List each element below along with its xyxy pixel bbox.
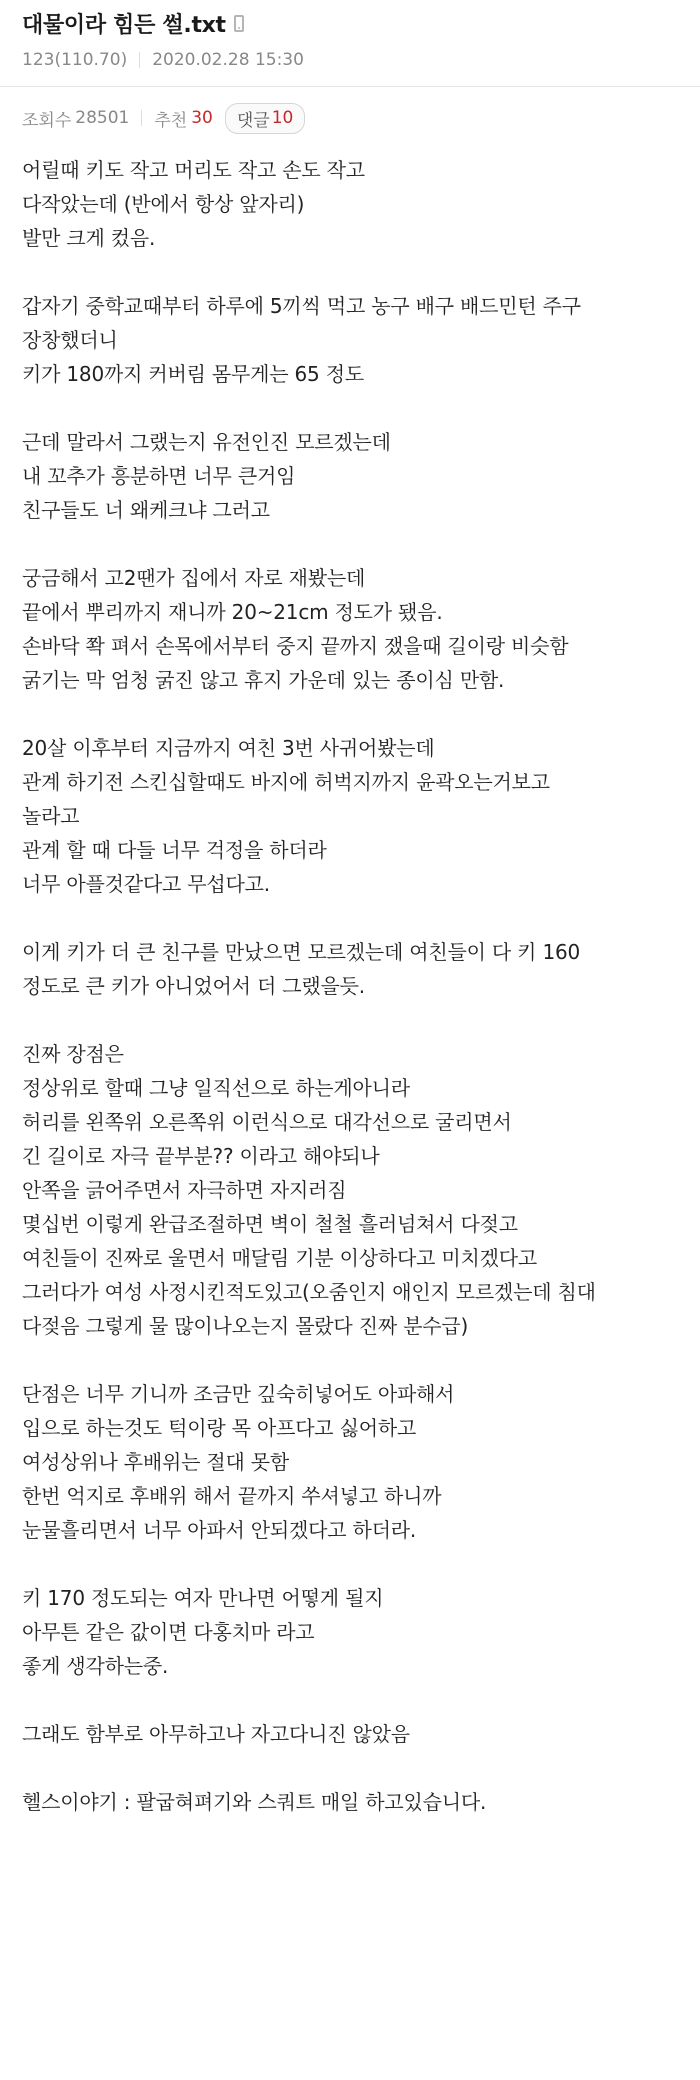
body-line: 여친들이 진짜로 울면서 매달림 기분 이상하다고 미치겠다고 [22, 1246, 537, 1270]
body-line: 허리를 왼쪽위 오른쪽위 이런식으로 대각선으로 굴리면서 [22, 1110, 512, 1134]
body-line: 헬스이야기 : 팔굽혀펴기와 스쿼트 매일 하고있습니다. [22, 1790, 487, 1814]
recommend-label: 추천 [154, 110, 188, 131]
body-line: 너무 아플것같다고 무섭다고. [22, 872, 270, 896]
post-stats [0, 87, 700, 135]
comments-label: 댓글 [236, 110, 270, 131]
body-line: 근데 말라서 그랬는지 유전인진 모르겠는데 [22, 430, 391, 454]
body-line: 여성상위나 후배위는 절대 못함 [22, 1450, 290, 1474]
blank-line [22, 697, 678, 731]
body-line: 긴 길이로 자극 끝부분?? 이라고 해야되나 [22, 1144, 380, 1168]
blank-line [22, 901, 678, 935]
body-line: 손바닥 쫙 펴서 손목에서부터 중지 끝까지 쟀을때 길이랑 비슷함 [22, 634, 569, 658]
body-line: 진짜 장점은 [22, 1042, 124, 1066]
blank-line [22, 1751, 678, 1785]
body-line: 안쪽을 긁어주면서 자극하면 자지러짐 [22, 1178, 347, 1202]
post-body [0, 135, 700, 1819]
body-line: 정도로 큰 키가 아니었어서 더 그랬을듯. [22, 974, 365, 998]
recommend-count: 30 [191, 108, 213, 128]
body-line: 굵기는 막 엄청 굵진 않고 휴지 가운데 있는 종이심 만함. [22, 668, 505, 692]
body-line: 그래도 함부로 아무하고나 자고다니진 않았음 [22, 1722, 410, 1746]
title-row [22, 6, 678, 40]
body-line: 키 170 정도되는 여자 만나면 어떻게 될지 [22, 1586, 384, 1610]
body-line: 다젖음 그렇게 물 많이나오는지 몰랐다 진짜 분수급) [22, 1314, 469, 1338]
views-label: 조회수 [22, 110, 72, 131]
blank-line [22, 527, 678, 561]
body-line: 단점은 너무 기니까 조금만 깊숙히넣어도 아파해서 [22, 1382, 455, 1406]
body-line: 정상위로 할때 그냥 일직선으로 하는게아니라 [22, 1076, 410, 1100]
body-line: 놀라고 [22, 804, 80, 828]
body-line: 키가 180까지 커버림 몸무게는 65 정도 [22, 362, 364, 386]
body-line: 눈물흘리면서 너무 아파서 안되겠다고 하더라. [22, 1518, 417, 1542]
blank-line [22, 255, 678, 289]
post-meta [22, 40, 678, 80]
body-line: 아무튼 같은 값이면 다홍치마 라고 [22, 1620, 315, 1644]
stats-divider [141, 110, 142, 126]
comments-button[interactable] [225, 103, 306, 134]
meta-divider [139, 52, 140, 68]
mobile-icon [234, 15, 244, 32]
blank-line [22, 1003, 678, 1037]
body-line: 내 꼬추가 흥분하면 너무 큰거임 [22, 464, 296, 488]
body-line: 한번 억지로 후배위 해서 끝까지 쑤셔넣고 하니까 [22, 1484, 442, 1508]
body-line: 다작았는데 (반에서 항상 앞자리) [22, 192, 305, 216]
body-line: 갑자기 중학교때부터 하루에 5끼씩 먹고 농구 배구 배드민턴 주구 [22, 294, 581, 318]
body-line: 발만 크게 컸음. [22, 226, 156, 250]
post-date: 2020.02.28 15:30 [152, 50, 304, 70]
body-line: 어릴때 키도 작고 머리도 작고 손도 작고 [22, 158, 365, 182]
body-line: 끝에서 뿌리까지 재니까 20~21cm 정도가 됐음. [22, 600, 443, 624]
body-line: 친구들도 너 왜케크냐 그러고 [22, 498, 270, 522]
body-line: 관계 하기전 스킨십할때도 바지에 허벅지까지 윤곽오는거보고 [22, 770, 550, 794]
comments-count: 10 [271, 108, 294, 128]
body-line: 장창했더니 [22, 328, 118, 352]
blank-line [22, 1343, 678, 1377]
body-line: 그러다가 여성 사정시킨적도있고(오줌인지 애인지 모르겠는데 침대 [22, 1280, 596, 1304]
post-header [0, 0, 700, 80]
blank-line [22, 1547, 678, 1581]
body-line: 입으로 하는것도 턱이랑 목 아프다고 싫어하고 [22, 1416, 417, 1440]
blank-line [22, 391, 678, 425]
author-name[interactable]: 123(110.70) [22, 50, 128, 70]
body-line: 관계 할 때 다들 너무 걱정을 하더라 [22, 838, 327, 862]
body-line: 좋게 생각하는중. [22, 1654, 169, 1678]
body-line: 이게 키가 더 큰 친구를 만났으면 모르겠는데 여친들이 다 키 160 [22, 940, 581, 964]
body-line: 20살 이후부터 지금까지 여친 3번 사귀어봤는데 [22, 736, 435, 760]
blank-line [22, 1683, 678, 1717]
views-count: 28501 [75, 108, 130, 128]
body-line: 몇십번 이렇게 완급조절하면 벽이 철철 흘러넘쳐서 다젖고 [22, 1212, 518, 1236]
body-line: 궁금해서 고2땐가 집에서 자로 재봤는데 [22, 566, 366, 590]
post-title: 대물이라 힘든 썰.txt [22, 12, 226, 38]
